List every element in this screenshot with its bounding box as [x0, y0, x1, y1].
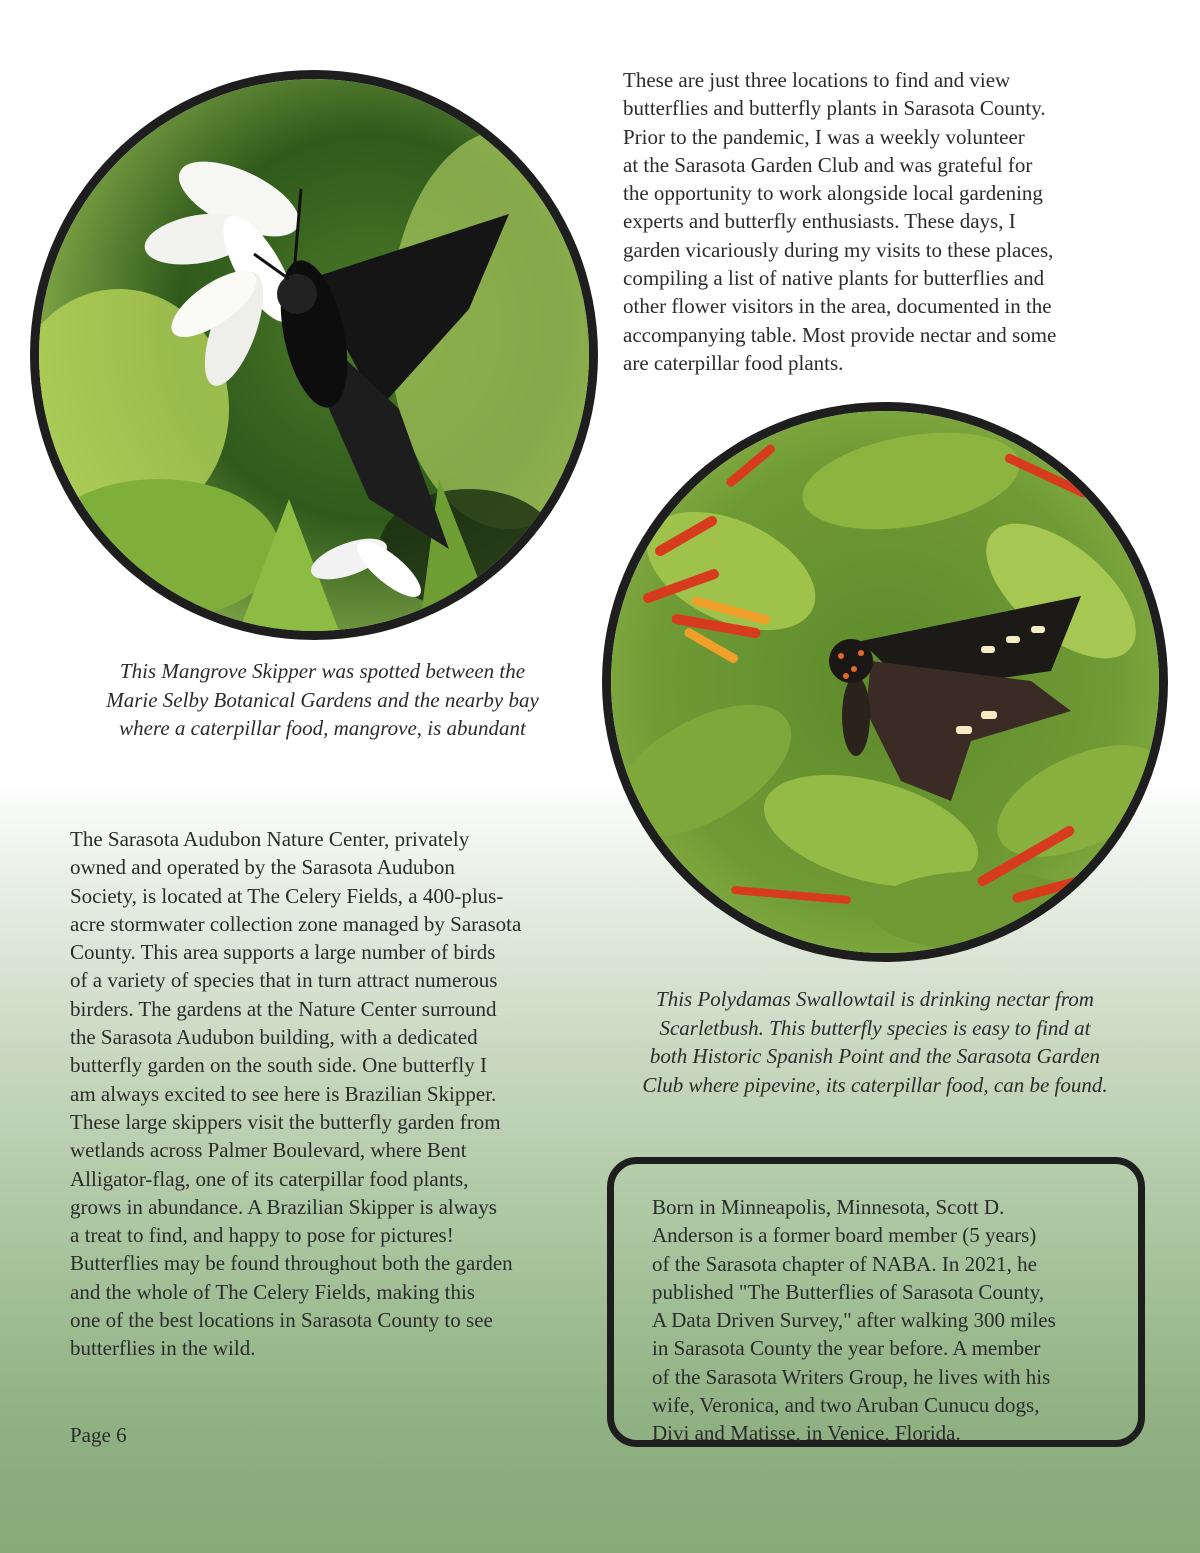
mangrove-skipper-illustration	[39, 79, 589, 631]
mangrove-skipper-photo	[30, 70, 598, 640]
author-bio-text: Born in Minneapolis, Minnesota, Scott D. Anderson is a former board member (5 years) of the Sarasota chapter of NABA. In 2021, he published "The Butterflies of Sarasota County, A Data Driven Survey," after walking 300 miles in Sarasota County the year before. A member of the Sarasota Writers Group, he lives with his wife, Veronica, and two Aruban Cunucu dogs, Divi and Matisse, in Venice, Florida.	[652, 1195, 1056, 1446]
audubon-nature-center-paragraph: The Sarasota Audubon Nature Center, privately owned and operated by the Sarasota Audubon Society, is located at The Celery Fields, a 400-plus- acre stormwater collection zone managed by Sarasota County. This area supports a large number of birds of a variety of species that in turn attract numerous birders. The gardens at the Nature Center surround the Sarasota Audubon building, with a dedicated butterfly garden on the south side. One butterfly I am always excited to see here is Brazilian Skipper. These large skippers visit the butterfly garden from wetlands across Palmer Boulevard, where Bent Alligator-flag, one of its caterpillar food plants, grows in abundance. A Brazilian Skipper is always a treat to find, and happy to pose for pictures! Butterflies may be found throughout both the garden and the whole of The Celery Fields, making this one of the best locations in Sarasota County to see butterflies in the wild.	[70, 827, 522, 1361]
page-number: Page 6	[70, 1423, 127, 1447]
polydamas-swallowtail-illustration	[611, 411, 1159, 953]
polydamas-swallowtail-photo	[602, 402, 1168, 962]
polydamas-swallowtail-caption: This Polydamas Swallowtail is drinking nectar from Scarletbush. This butterfly species is easy to find at both Historic Spanish Point and the Sarasota Garden Club where pipevine, its caterpillar food, can be found.	[642, 987, 1108, 1097]
intro-paragraph: These are just three locations to find and view butterflies and butterfly plants in Sarasota County. Prior to the pandemic, I was a weekly volunteer at the Sarasota Garden Club and was grateful for the opportunity to work alongside local gardening experts and butterfly enthusiasts. These days, I garden vicariously during my visits to these places, compiling a list of native plants for butterflies and other flower visitors in the area, documented in the accompanying table. Most provide nectar and some are caterpillar food plants.	[623, 68, 1057, 375]
mangrove-skipper-caption: This Mangrove Skipper was spotted between the Marie Selby Botanical Gardens and the nearby bay where a caterpillar food, mangrove, is abundant	[106, 659, 539, 740]
